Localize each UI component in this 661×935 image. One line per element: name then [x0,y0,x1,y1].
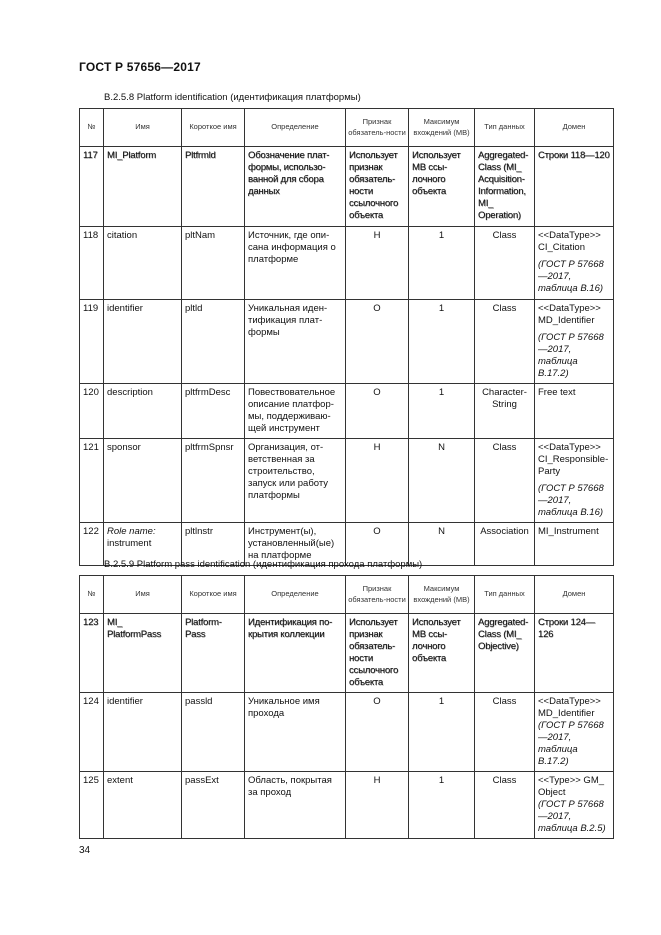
col-header: Имя [104,109,182,147]
domain-reference: (ГОСТ Р 57668—2017, таблица В.16) [538,259,604,294]
cell-type: Class [475,772,535,839]
table-caption-platform-pass: B.2.5.9 Platform pass identification (идентификация прохода платформы) [104,559,423,570]
cell-oblig: Н [346,227,409,300]
cell-def: Область, покрытая за проход [245,772,346,839]
cell-domain [535,439,614,523]
cell-no: 117 [80,147,104,227]
col-header: Короткое имя [182,109,245,147]
cell-type: Class [475,227,535,300]
cell-no: 124 [80,693,104,772]
cell-short: pltfrmSpnsr [182,439,245,523]
cell-name: extent [104,772,182,839]
cell-type: Aggregated-Class (MI_ Acquisition-Information, MI_ Operation) [475,147,535,227]
cell-type: Association [475,523,535,566]
domain-type: <<DataType>> CI_Citation [538,230,601,253]
cell-short: passld [182,693,245,772]
cell-short: Pltfrmld [182,147,245,227]
cell-type: Class [475,439,535,523]
col-header: Имя [104,576,182,614]
cell-name: description [104,384,182,439]
table-row [80,384,614,439]
cell-no: 121 [80,439,104,523]
cell-max: 1 [409,384,475,439]
cell-short: pltlnstr [182,523,245,566]
table-row [80,147,614,227]
cell-def: Идентификация по-крытия коллекции [245,614,346,693]
domain-reference: (ГОСТ Р 57668—2017, таблица В.17.2) [538,720,604,767]
col-header: Домен [535,109,614,147]
col-header: № [80,109,104,147]
cell-domain: Строки 124—126 [535,614,614,693]
cell-domain [535,227,614,300]
cell-type: Class [475,300,535,384]
col-header: № [80,576,104,614]
cell-type: Aggregated-Class (MI_ Objective) [475,614,535,693]
cell-def: Повествовательное описание платфор-мы, поддерживаю-щей инструмент [245,384,346,439]
cell-short: pltld [182,300,245,384]
page-number: 34 [79,845,91,856]
cell-no: 122 [80,523,104,566]
cell-domain [535,300,614,384]
cell-max: N [409,523,475,566]
cell-def: Источник, где опи-сана информация о платформе [245,227,346,300]
table-row [80,772,614,839]
cell-max: 1 [409,693,475,772]
cell-no: 125 [80,772,104,839]
domain-type: <<DataType>> MD_Identifier [538,696,601,719]
col-header: Признак обязатель-ности [346,109,409,147]
page-header: ГОСТ Р 57656—2017 [79,60,201,74]
cell-def: Обозначение плат-формы, использо-ванной для сбора данных [245,147,346,227]
cell-def: Уникальное имя прохода [245,693,346,772]
role-name-label: Role name: [107,526,156,537]
cell-max: N [409,439,475,523]
platform-pass-table [79,575,614,839]
cell-oblig: Н [346,439,409,523]
col-header: Домен [535,576,614,614]
cell-oblig: Использует признак обязатель-ности ссылочного объекта [346,614,409,693]
cell-no: 120 [80,384,104,439]
cell-max: Использует МВ ссы-лочного объекта [409,614,475,693]
cell-domain [535,693,614,772]
cell-domain: MI_Instrument [535,523,614,566]
cell-short: pltfrmDesc [182,384,245,439]
col-header: Максимум вхождений (МВ) [409,109,475,147]
domain-reference: (ГОСТ Р 57668—2017, таблица В.2.5) [538,799,606,834]
domain-type: <<DataType>> MD_Identifier [538,303,601,326]
role-name-value: instrument [107,538,152,549]
table-row [80,614,614,693]
cell-def: Уникальная иден-тификация плат-формы [245,300,346,384]
col-header: Максимум вхождений (МВ) [409,576,475,614]
table-row [80,227,614,300]
cell-name: identifier [104,693,182,772]
cell-short: pltNam [182,227,245,300]
cell-oblig: Использует признак обязатель-ности ссылочного объекта [346,147,409,227]
domain-type: <<DataType>> CI_Responsible-Party [538,442,609,477]
table-caption-platform: B.2.5.8 Platform identification (идентификация платформы) [104,92,361,103]
col-header: Определение [245,576,346,614]
cell-no: 123 [80,614,104,693]
cell-max: Использует МВ ссы-лочного объекта [409,147,475,227]
table-header-row [80,576,614,614]
table-header-row [80,109,614,147]
col-header: Тип данных [475,576,535,614]
cell-name: identifier [104,300,182,384]
cell-def: Организация, от-ветственная за строительство, запуск или работу платформы [245,439,346,523]
cell-type: Class [475,693,535,772]
domain-reference: (ГОСТ Р 57668—2017, таблица В.17.2) [538,332,604,379]
cell-max: 1 [409,300,475,384]
cell-domain [535,772,614,839]
cell-name: sponsor [104,439,182,523]
cell-no: 119 [80,300,104,384]
col-header: Определение [245,109,346,147]
cell-def: Инструмент(ы), установленный(ые) на платформе [245,523,346,566]
cell-oblig: О [346,384,409,439]
cell-max: 1 [409,772,475,839]
cell-max: 1 [409,227,475,300]
cell-short: passExt [182,772,245,839]
cell-type: Character-String [475,384,535,439]
cell-domain: Free text [535,384,614,439]
cell-name: citation [104,227,182,300]
col-header: Тип данных [475,109,535,147]
table-row [80,439,614,523]
cell-oblig: О [346,693,409,772]
cell-name: MI_Platform [104,147,182,227]
cell-domain: Строки 118—120 [535,147,614,227]
cell-oblig: О [346,523,409,566]
cell-short: Platform-Pass [182,614,245,693]
table-row [80,300,614,384]
cell-name: MI_ PlatformPass [104,614,182,693]
col-header: Признак обязатель-ности [346,576,409,614]
domain-reference: (ГОСТ Р 57668—2017, таблица В.16) [538,483,604,518]
cell-oblig: Н [346,772,409,839]
cell-no: 118 [80,227,104,300]
domain-type: <<Type>> GM_ Object [538,775,605,798]
col-header: Короткое имя [182,576,245,614]
cell-oblig: О [346,300,409,384]
platform-table [79,108,614,566]
table-row [80,693,614,772]
